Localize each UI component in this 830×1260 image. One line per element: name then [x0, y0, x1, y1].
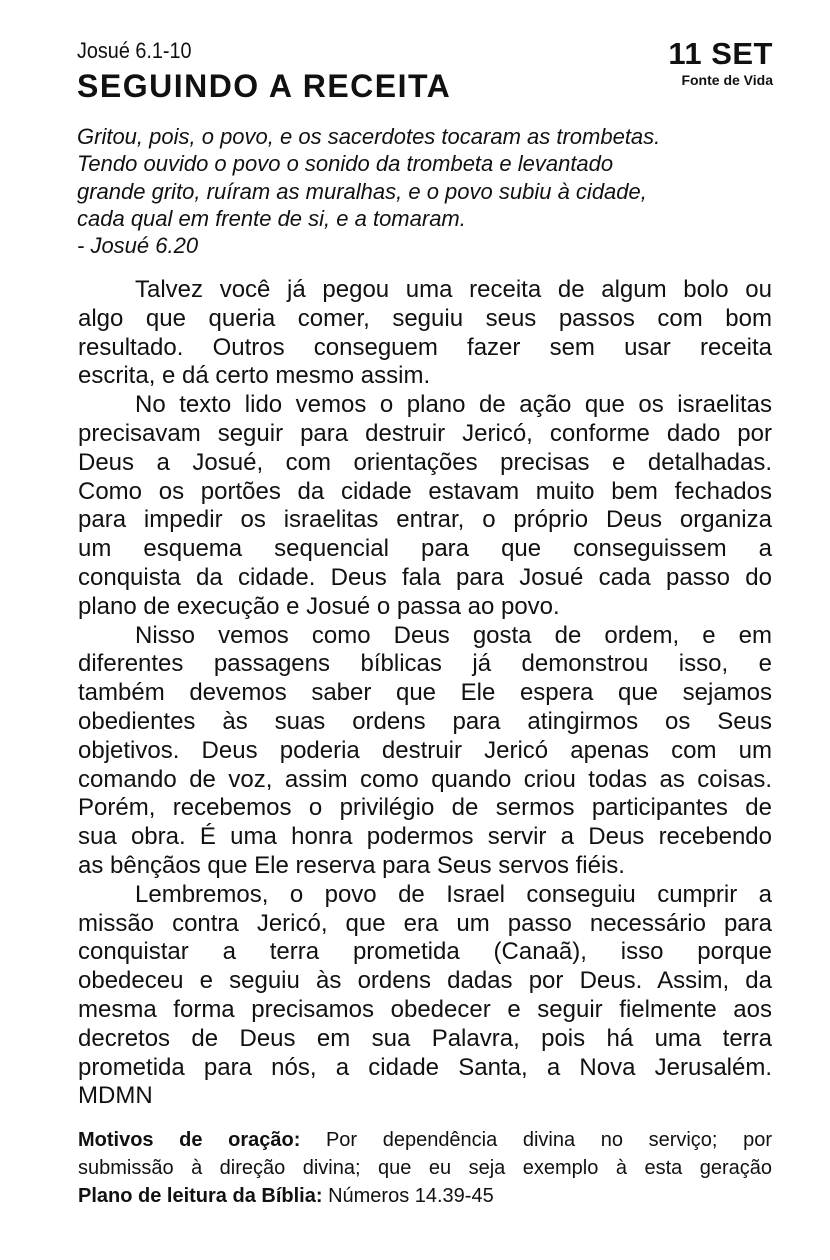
text-line: prometida para nós, a cidade Santa, a Nova Jerusalém. — [78, 1053, 772, 1081]
text-line: comando de voz, assim como quando criou todas as coisas. — [78, 765, 772, 793]
text-line: diferentes passagens bíblicas já demonstrou isso, e — [78, 650, 772, 678]
text-line: para impedir os israelitas entrar, o próprio Deus organiza — [78, 506, 772, 534]
text-line: plano de execução e Josué o passa ao povo. — [78, 592, 560, 620]
text-line: Deus a Josué, com orientações precisas e detalhadas. — [78, 448, 772, 476]
text-line: Nisso vemos como Deus gosta de ordem, e em — [135, 621, 772, 649]
text-line: um esquema sequencial para que conseguissem a — [78, 535, 772, 563]
text-line: sua obra. É uma honra podermos servir a Deus recebendo — [78, 823, 772, 851]
text-line: resultado. Outros conseguem fazer sem usar receita — [78, 333, 772, 361]
text-line: Lembremos, o povo de Israel conseguiu cumprir a — [135, 880, 772, 908]
key-verse — [77, 123, 660, 259]
text-line: também devemos saber que Ele espera que sejamos — [78, 679, 772, 707]
prayer-topics — [78, 1126, 772, 1154]
text-line: conquista da cidade. Deus fala para Josué cada passo do — [78, 563, 772, 591]
text-line: obedeceu e seguiu às ordens dadas por Deus. Assim, da — [78, 967, 772, 995]
text-line: decretos de Deus em sua Palavra, pois há uma terra — [78, 1024, 772, 1052]
scripture-reference: Josué 6.1-10 — [77, 38, 192, 63]
text-line: objetivos. Deus poderia destruir Jericó apenas com um — [78, 736, 772, 764]
reading-value: Números 14.39-45 — [328, 1185, 494, 1207]
paragraph — [78, 881, 772, 1111]
verse-line: cada qual em frente de si, e a tomaram. — [77, 205, 466, 231]
text-line: as bênçãos que Ele reserva para Seus servos fiéis. — [78, 851, 625, 879]
paragraph — [78, 622, 772, 881]
page-title: SEGUINDO A RECEITA — [77, 68, 452, 104]
reading-plan — [78, 1182, 772, 1210]
text-line: precisavam seguir para destruir Jericó, conforme dado por — [78, 419, 772, 447]
text-line: Talvez você já pegou uma receita de algum bolo ou — [135, 276, 772, 303]
text-line: mesma forma precisamos obedecer e seguir fielmente aos — [78, 995, 772, 1023]
verse-line: Gritou, pois, o povo, e os sacerdotes tocaram as trombetas. — [77, 124, 661, 149]
text-line: Como os portões da cidade estavam muito bem fechados — [78, 477, 772, 505]
text-line: No texto lido vemos o plano de ação que os israelitas — [135, 391, 772, 419]
devotional-body — [78, 276, 772, 1111]
footer — [78, 1126, 772, 1210]
verse-line: - Josué 6.20 — [77, 233, 199, 259]
prayer-topics-continued: submissão à direção divina; que eu seja exemplo à esta geração — [78, 1157, 772, 1179]
verse-line: grande grito, ruíram as muralhas, e o povo subiu à cidade, — [77, 178, 647, 204]
date-label: 11 SET — [668, 36, 773, 71]
text-line: obedientes às suas ordens para atingirmos os Seus — [78, 707, 772, 735]
text-line: Porém, recebemos o privilégio de sermos participantes de — [78, 794, 772, 822]
text-line: escrita, e dá certo mesmo assim. — [78, 362, 431, 390]
text-line: missão contra Jericó, que era um passo necessário para — [78, 909, 772, 937]
publication-name: Fonte de Vida — [681, 72, 773, 88]
text-line: conquistar a terra prometida (Canaã), isso porque — [78, 938, 772, 966]
paragraph — [78, 276, 772, 391]
verse-line: Tendo ouvido o povo o sonido da trombeta e levantado — [77, 151, 614, 177]
prayer-label: Motivos de oração: — [78, 1129, 301, 1151]
prayer-text: Por dependência divina no serviço; por — [325, 1129, 772, 1151]
text-line: MDMN — [78, 1082, 153, 1110]
reading-label: Plano de leitura da Bíblia: — [78, 1185, 323, 1207]
paragraph — [78, 391, 772, 621]
text-line: algo que queria comer, seguiu seus passos com bom — [78, 304, 772, 332]
